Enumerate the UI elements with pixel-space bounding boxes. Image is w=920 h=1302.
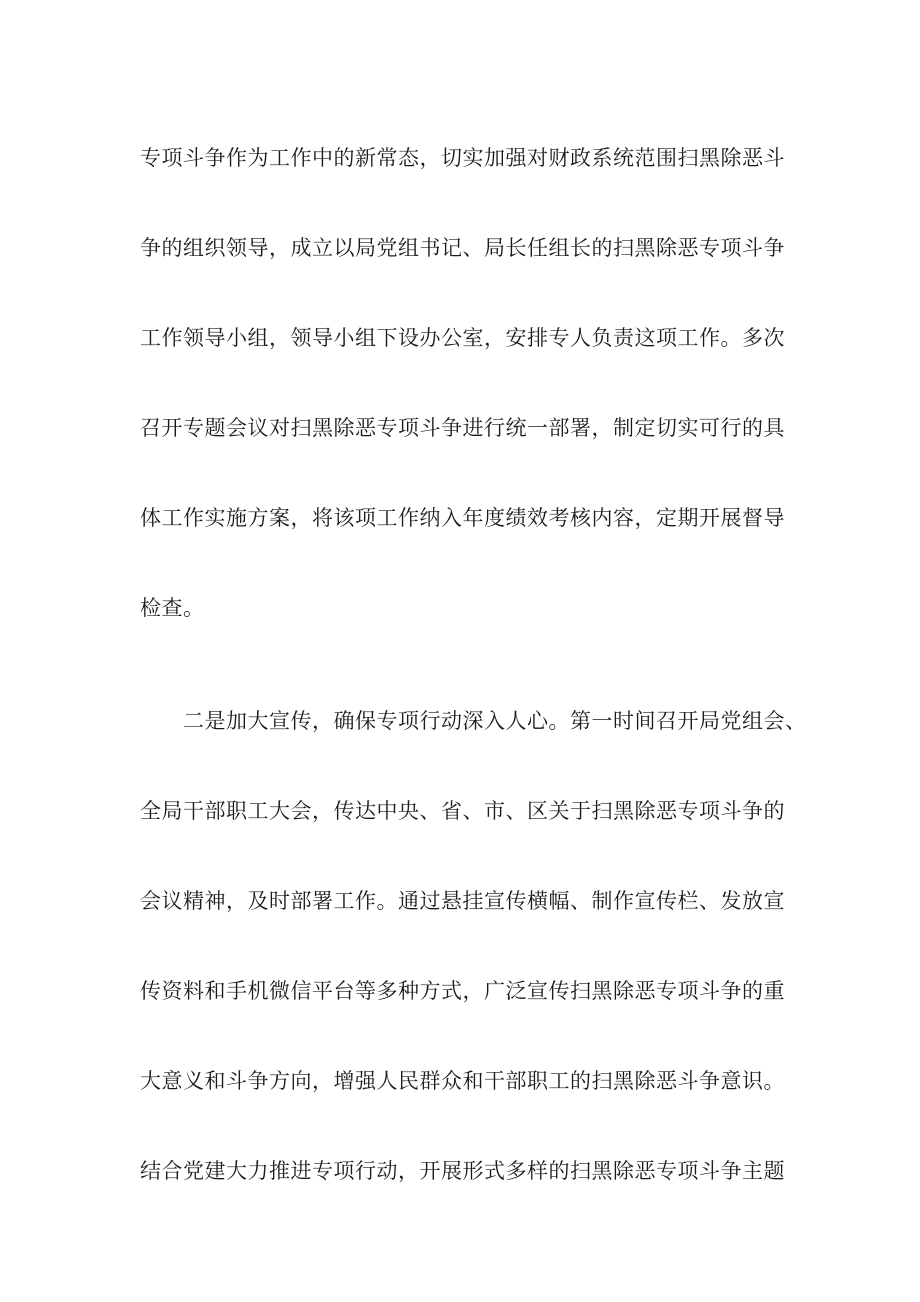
text-line: 检查。 — [140, 596, 205, 620]
text-line: 会议精神，及时部署工作。通过悬挂宣传横幅、制作宣传栏、发放宣 — [140, 889, 785, 913]
text-line: 全局干部职工大会，传达中央、省、市、区关于扫黑除恶专项斗争的 — [140, 799, 785, 823]
text-line: 专项斗争作为工作中的新常态，切实加强对财政系统范围扫黑除恶斗 — [140, 146, 785, 170]
text-line: 争的组织领导，成立以局党组书记、局长任组长的扫黑除恶专项斗争 — [140, 236, 785, 260]
text-line: 体工作实施方案，将该项工作纳入年度绩效考核内容，定期开展督导 — [140, 506, 785, 530]
text-line: 大意义和斗争方向，增强人民群众和干部职工的扫黑除恶斗争意识。 — [140, 1069, 785, 1093]
text-line: 结合党建大力推进专项行动，开展形式多样的扫黑除恶专项斗争主题 — [140, 1159, 785, 1183]
text-line: 召开专题会议对扫黑除恶专项斗争进行统一部署，制定切实可行的具 — [140, 416, 785, 440]
text-line: 二是加大宣传，确保专项行动深入人心。第一时间召开局党组会、 — [183, 709, 807, 733]
text-line: 工作领导小组，领导小组下设办公室，安排专人负责这项工作。多次 — [140, 326, 785, 350]
text-line: 传资料和手机微信平台等多种方式，广泛宣传扫黑除恶专项斗争的重 — [140, 979, 785, 1003]
